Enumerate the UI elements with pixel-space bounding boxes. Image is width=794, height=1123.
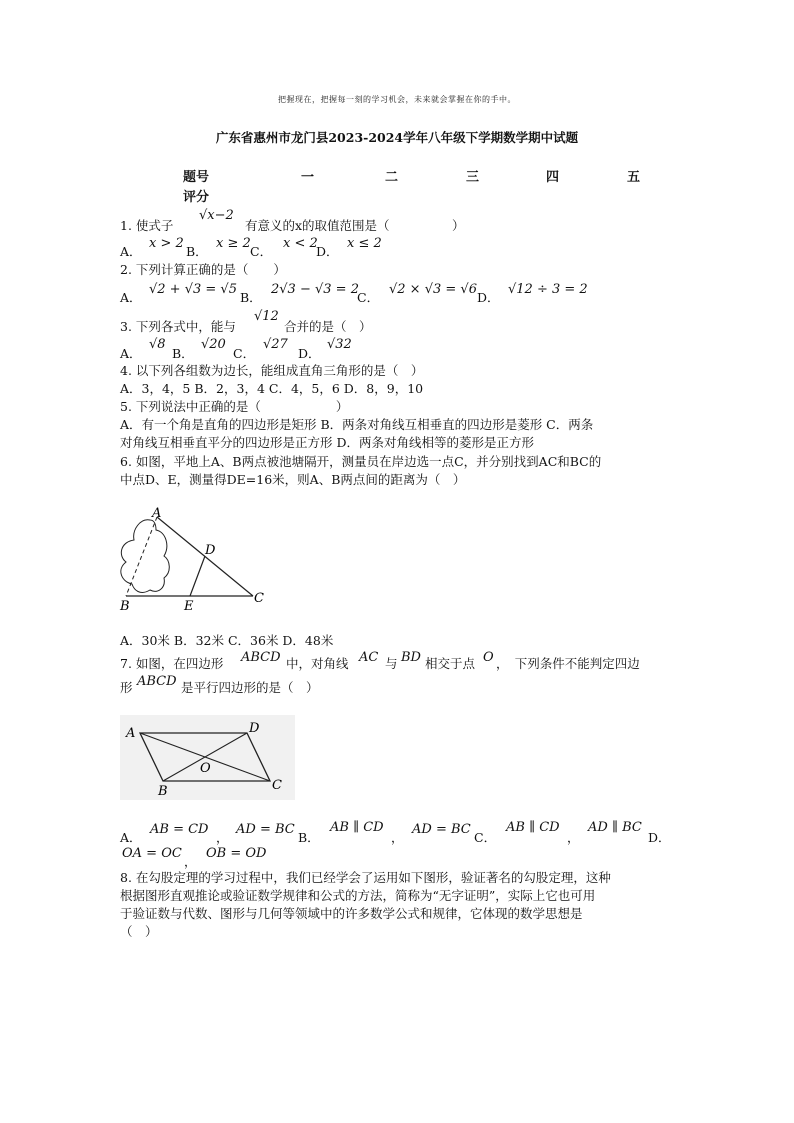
q1-opt-d: x ≤ 2 xyxy=(347,236,382,251)
q7-l1g: 相交于点 xyxy=(425,656,476,671)
q3-expr: √12 xyxy=(254,309,279,324)
q7-opt-c-2: AD ∥ BC xyxy=(588,820,642,835)
q2-opt-a-label: A． xyxy=(120,290,142,305)
q1-opt-a: x > 2 xyxy=(149,236,184,251)
q2-text: 2. 下列计算正确的是（ ） xyxy=(120,262,286,277)
q1-expr: √x−2 xyxy=(199,208,234,223)
q7-l1i: ， 下列条件不能判定四边 xyxy=(496,656,640,671)
table-col-2: 二 xyxy=(385,170,399,185)
table-col-1: 一 xyxy=(301,170,315,185)
q7-l1c: 中，对角线 xyxy=(286,656,349,671)
point-label-b: B xyxy=(120,599,130,614)
q7-opt-a-2: AD = BC xyxy=(236,822,295,837)
q4-text: 4. 以下列各组数为边长，能组成直角三角形的是（ ） xyxy=(120,363,424,378)
pond-shape xyxy=(121,520,169,593)
q3-opt-b: √20 xyxy=(201,337,226,352)
q8-line2: 根据图形直观推论或验证数学规律和公式的方法，简称为“无字证明”，实际上它也可用 xyxy=(120,888,596,903)
q1-opt-c-label: C． xyxy=(250,244,273,259)
q7-opt-b-label: B． xyxy=(298,830,320,845)
q2-opt-d-label: D． xyxy=(477,290,500,305)
q7-opt-b-sep: ， xyxy=(391,830,404,845)
vertex-label-d: D xyxy=(249,721,260,736)
q3-opt-d-label: D． xyxy=(298,346,321,361)
segment-ab-dashed xyxy=(126,517,157,596)
vertex-label-c: C xyxy=(272,778,282,793)
intersection-label-o: O xyxy=(200,761,211,776)
q4-options: A．3，4，5 B．2，3，4 C．4，5，6 D．8，9，10 xyxy=(120,381,424,396)
exam-title: 广东省惠州市龙门县2023-2024学年八年级下学期数学期中试题 xyxy=(215,130,579,145)
q7-opt-b-1: AB ∥ CD xyxy=(330,820,384,835)
q7-opt-d-sep: ， xyxy=(184,854,197,869)
q3-suffix: 合并的是（ ） xyxy=(284,319,372,334)
q7-opt-c-sep: ， xyxy=(567,830,580,845)
q7-l2c: 是平行四边形的是（ ） xyxy=(181,680,319,695)
q7-l1h: O xyxy=(483,650,494,665)
q7-opt-d-1: OA = OC xyxy=(122,846,182,861)
q1-opt-b-label: B． xyxy=(186,244,208,259)
q6-options: A．30米 B．32米 C．36米 D．48米 xyxy=(120,633,334,648)
q1-opt-d-label: D． xyxy=(316,244,339,259)
q7-l1b: ABCD xyxy=(241,650,281,665)
q8-line4: （ ） xyxy=(120,924,158,939)
q7-l1e: 与 xyxy=(385,656,398,671)
point-label-d: D xyxy=(205,543,216,558)
point-label-c: C xyxy=(254,591,264,606)
q8-line3: 于验证数与代数、图形与几何等领域中的许多数学公式和规律，它体现的数学思想是 xyxy=(120,906,583,921)
q7-opt-b-2: AD = BC xyxy=(412,822,471,837)
vertex-label-b: B xyxy=(158,784,168,799)
q1-opt-a-label: A． xyxy=(120,244,142,259)
q7-opt-c-1: AB ∥ CD xyxy=(506,820,560,835)
q2-opt-a: √2 + √3 = √5 xyxy=(149,282,237,297)
q7-opt-d-label: D． xyxy=(648,830,671,845)
segment-de xyxy=(190,556,205,596)
q7-opt-d-2: OB = OD xyxy=(206,846,267,861)
motto: 把握现在，把握每一刻的学习机会，未来就会掌握在你的手中。 xyxy=(278,95,516,104)
table-col-5: 五 xyxy=(627,170,641,185)
q3-opt-a-label: A． xyxy=(120,346,142,361)
q2-opt-c-label: C． xyxy=(357,290,380,305)
table-label-pingfen: 评分 xyxy=(183,190,210,205)
q1-suffix: 有意义的x的取值范围是（ ） xyxy=(245,218,465,233)
q1-opt-c: x < 2 xyxy=(283,236,318,251)
q3-opt-a: √8 xyxy=(149,337,166,352)
q2-opt-b-label: B． xyxy=(240,290,262,305)
q7-l1d: AC xyxy=(359,650,379,665)
q7-opt-c-label: C． xyxy=(474,830,497,845)
q3-prefix: 3. 下列各式中，能与 xyxy=(120,319,236,334)
point-label-e: E xyxy=(184,599,194,614)
q6-line1: 6. 如图，平地上A、B两点被池塘隔开，测量员在岸边选一点C，并分别找到AC和BC的 xyxy=(120,454,602,469)
parallelogram-figure xyxy=(120,715,295,800)
q6-line2: 中点D、E，测量得DE=16米，则A、B两点间的距离为（ ） xyxy=(120,472,466,487)
table-label-tihao: 题号 xyxy=(183,170,210,185)
vertex-label-a: A xyxy=(126,726,136,741)
q7-opt-a-sep: ， xyxy=(216,830,229,845)
q5-text: 5. 下列说法中正确的是（ ） xyxy=(120,399,349,414)
q8-line1: 8. 在勾股定理的学习过程中，我们已经学会了运用如下图形，验证著名的勾股定理，这种 xyxy=(120,870,611,885)
q1-opt-b: x ≥ 2 xyxy=(216,236,251,251)
table-col-3: 三 xyxy=(466,170,480,185)
q5-line2: 对角线互相垂直平分的四边形是正方形 D．两条对角线相等的菱形是正方形 xyxy=(120,435,534,450)
q7-opt-a-label: A． xyxy=(120,830,142,845)
q5-line1: A．有一个角是直角的四边形是矩形 B．两条对角线互相垂直的四边形是菱形 C．两条 xyxy=(120,417,594,432)
pond-triangle-figure xyxy=(110,498,280,616)
q3-opt-b-label: B． xyxy=(172,346,194,361)
q2-opt-d: √12 ÷ 3 = 2 xyxy=(508,282,588,297)
q7-l2a: 形 xyxy=(120,680,133,695)
point-label-a: A xyxy=(152,506,162,521)
q3-opt-c-label: C． xyxy=(233,346,256,361)
q7-opt-a-1: AB = CD xyxy=(150,822,209,837)
table-col-4: 四 xyxy=(546,170,560,185)
q2-opt-c: √2 × √3 = √6 xyxy=(389,282,477,297)
q7-l1a: 7. 如图，在四边形 xyxy=(120,656,224,671)
q1-prefix: 1. 使式子 xyxy=(120,218,174,233)
q3-opt-c: √27 xyxy=(263,337,288,352)
q7-l2b: ABCD xyxy=(137,674,177,689)
q7-l1f: BD xyxy=(401,650,421,665)
q2-opt-b: 2√3 − √3 = 2 xyxy=(271,282,359,297)
q3-opt-d: √32 xyxy=(327,337,352,352)
